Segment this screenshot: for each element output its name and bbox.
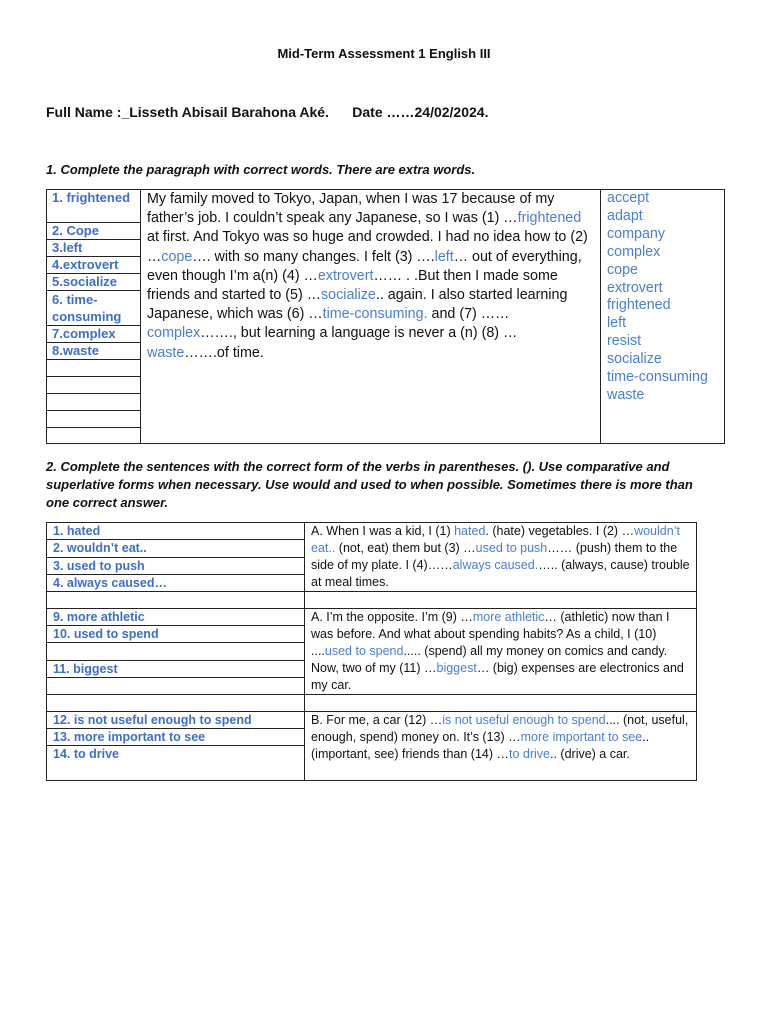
answer-cell-2: 2. Cope	[47, 223, 140, 240]
empty-cell	[305, 592, 697, 609]
answer-cell-empty	[47, 377, 140, 394]
word-bank-item: company	[607, 225, 666, 242]
sentence-text: … (big) expenses are electronics and my car.	[311, 661, 684, 692]
sentence-text: A. When I was a kid, I (1)	[311, 524, 455, 538]
sentence-block-a	[305, 523, 697, 592]
sentence-text: .. (important, see) friends than (14) …	[311, 730, 650, 761]
answer-cell-empty	[47, 394, 140, 411]
sentence-text: .. (drive) a car.	[550, 747, 630, 761]
answer-cell-q4: 4. always caused…	[47, 574, 305, 591]
empty-cell	[47, 695, 305, 712]
answer-frightened: frightened	[517, 210, 582, 227]
sentence-text: ..... (spend) all my money on comics and candy. Now, two of my (11) …	[311, 644, 668, 675]
paragraph-text: …. with so many changes. I felt (3) ….	[192, 248, 435, 265]
question-2-table	[46, 522, 697, 781]
question-1-table	[46, 189, 725, 444]
sentence-text: …… (push) them to the side of my plate. I (4)……	[311, 541, 678, 572]
answer-cell-q3: 3. used to push	[47, 557, 305, 574]
answer-complex: complex	[147, 325, 201, 342]
answer-cell-q11: 11. biggest	[47, 660, 305, 677]
answer-socialize: socialize	[321, 287, 376, 304]
paragraph-text: … out of everything, even though I’m a(n) (4) …	[147, 248, 582, 284]
sentence-block-c	[305, 712, 697, 781]
word-bank-item: socialize	[607, 351, 662, 368]
word-bank-item: extrovert	[607, 279, 663, 296]
answer-cell-8: 8.waste	[47, 343, 140, 360]
answer-cell-q14: 14. to drive	[47, 746, 305, 781]
paragraph-text: ……., but learning a language is never a (n) (8) …	[200, 325, 518, 342]
sentence-text: .... (not, useful, enough, spend) money on. It’s (13) …	[311, 713, 689, 744]
empty-cell	[47, 643, 305, 660]
empty-cell	[305, 695, 697, 712]
answer-time-consuming: time-consuming.	[322, 306, 428, 323]
answer-cell-4: 4.extrovert	[47, 257, 140, 274]
full-name-date-line: Full Name :_Lisseth Abisail Barahona Aké. Date ……24/02/2024.	[46, 104, 489, 120]
word-bank-item: resist	[607, 333, 642, 350]
paragraph-text: …… . .But then I made some friends and started to (5) …	[147, 267, 558, 304]
answer-cell-7: 7.complex	[47, 326, 140, 343]
answer-list	[47, 190, 140, 443]
sentence-text: (not, eat) them but (3) …	[335, 541, 476, 555]
sentence-text: … (athletic) now than I was before. And what about spending habits? As a child, I (10) ....	[311, 610, 670, 658]
answer-cell-5: 5.socialize	[47, 274, 140, 291]
sentence-text: . (hate) vegetables. I (2) …	[485, 524, 635, 538]
sentence-text: ….. (always, cause) trouble at meal times.	[311, 558, 690, 589]
answer-cell-empty	[47, 360, 140, 377]
answer-cell-q12: 12. is not useful enough to spend	[47, 712, 305, 729]
answer-cell-q1: 1. hated	[47, 523, 305, 540]
paragraph-text: at first. And Tokyo was so huge and crowded. I had no idea how to (2) …	[147, 229, 588, 265]
word-bank-item: waste	[607, 386, 645, 403]
empty-cell	[47, 592, 305, 609]
word-bank	[601, 190, 725, 444]
answer-left: left	[434, 248, 454, 265]
answer-used-to-spend: used to spend	[324, 644, 404, 658]
answer-used-to-push: used to push	[475, 541, 548, 555]
answer-column	[47, 190, 141, 444]
empty-cell	[47, 677, 305, 694]
paragraph-cell	[141, 190, 601, 444]
sentence-text: A. I’m the opposite. I’m (9) …	[311, 610, 473, 624]
paragraph-text: My family moved to Tokyo, Japan, when I was 17 because of my father’s job. I couldn’t speak any Japanese, so I was (1) …	[147, 191, 555, 227]
answer-extrovert: extrovert	[317, 267, 374, 284]
sentence-block-b	[305, 609, 697, 695]
answer-always-caused: always caused.	[452, 558, 539, 572]
answer-cell-empty	[47, 428, 140, 444]
answer-cell-q2: 2. wouldn’t eat..	[47, 540, 305, 557]
word-bank-item: complex	[607, 243, 661, 260]
paragraph-text: .. again. I also started learning Japanese, which was (6) …	[147, 287, 568, 323]
word-bank-item: frightened	[607, 297, 671, 314]
paragraph-text: …….of time.	[184, 344, 264, 361]
word-bank-item: time-consuming	[607, 369, 708, 386]
answer-waste: waste	[147, 344, 185, 361]
paragraph-text: and (7) ……	[427, 306, 510, 323]
answer-more-important: more important to see	[520, 730, 643, 744]
answer-wouldnt-eat: wouldn’t eat..	[311, 524, 680, 555]
answer-more-athletic: more athletic	[472, 610, 545, 624]
word-bank-item: accept	[607, 190, 650, 206]
sentence-text: B. For me, a car (12) …	[311, 713, 443, 727]
word-bank-item: left	[607, 315, 627, 332]
answer-cell-q13: 13. more important to see	[47, 729, 305, 746]
question-2-instruction: 2. Complete the sentences with the correct form of the verbs in parentheses. (). Use comparative and superlative forms when necessary. Use would and used to when possible. Sometimes there is more than one correct answer.	[46, 459, 693, 510]
answer-biggest: biggest	[436, 661, 477, 675]
answer-cell-q10: 10. used to spend	[47, 626, 305, 643]
answer-cell-1: 1. frightened	[47, 190, 140, 223]
answer-cell-empty	[47, 411, 140, 428]
page-title: Mid-Term Assessment 1 English III	[277, 46, 491, 61]
answer-hated: hated	[454, 524, 486, 538]
word-bank-item: adapt	[607, 207, 643, 224]
question-1-instruction: 1. Complete the paragraph with correct words. There are extra words.	[46, 162, 476, 177]
answer-cope: cope	[161, 248, 193, 265]
answer-not-useful-enough: is not useful enough to spend	[442, 713, 606, 727]
answer-cell-6: 6. time-consuming	[47, 291, 140, 326]
word-bank-item: cope	[607, 261, 639, 278]
answer-to-drive: to drive	[509, 747, 550, 761]
answer-cell-q9: 9. more athletic	[47, 609, 305, 626]
answer-cell-3: 3.left	[47, 240, 140, 257]
